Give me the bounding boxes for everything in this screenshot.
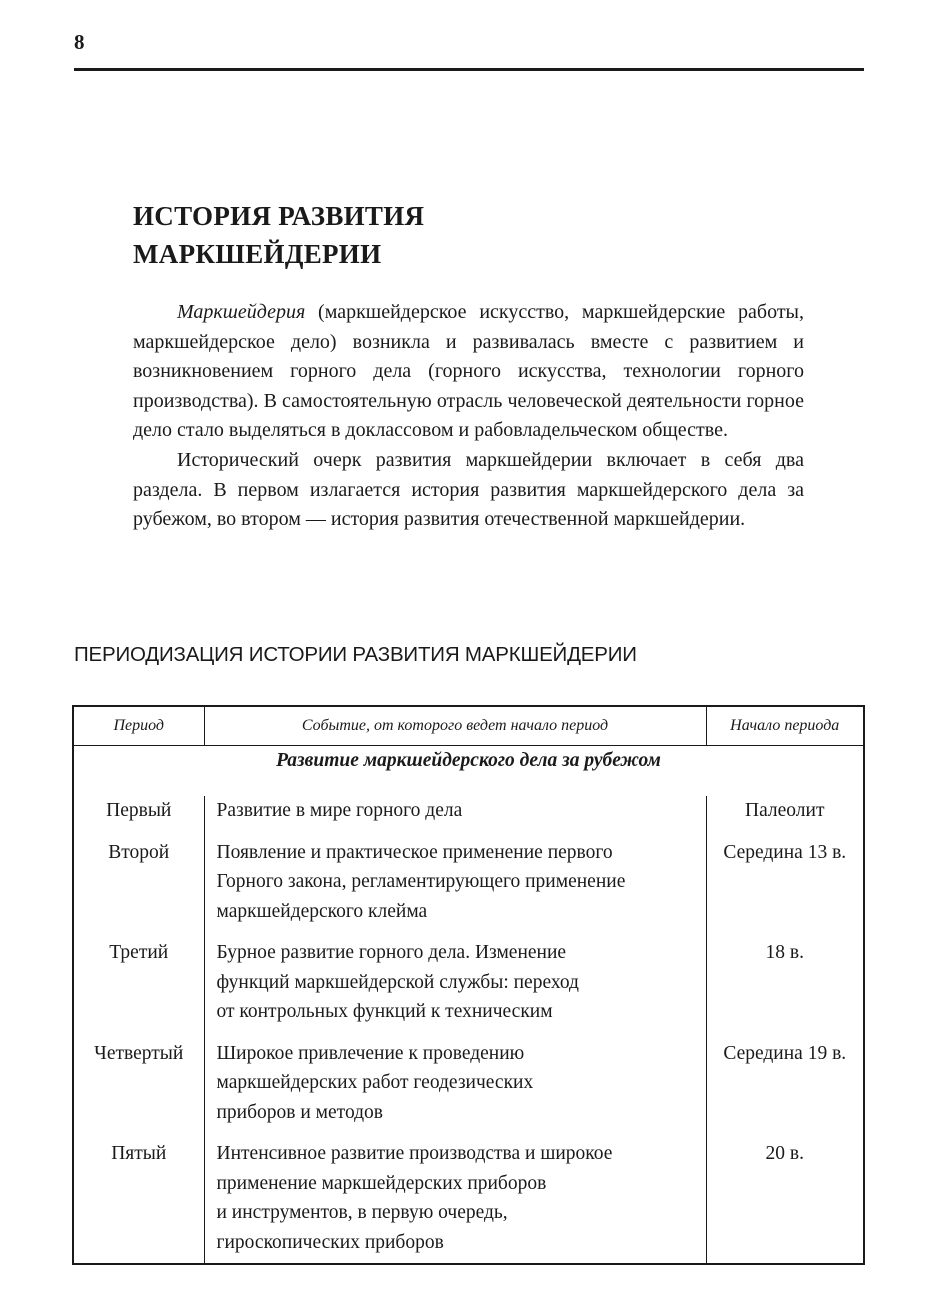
event-cell [204, 938, 706, 1039]
chapter-title-line-1: ИСТОРИЯ РАЗВИТИЯ [133, 201, 425, 231]
event-line: Горного закона, регламентирующего применение [216, 871, 626, 892]
paragraph-outline: Исторический очерк развития маркшейдерии включает в себя два раздела. В первом излагается история развития маркшейдерского дела за рубежом, во втором — история развития отечественной маркшейдерии. [133, 448, 804, 531]
start-cell: Середина 19 в. [723, 1042, 847, 1064]
table-header-row [73, 706, 864, 746]
paragraph-definition-text: (маркшейдерское искусство, маркшейдерские работы, маркшейдерское дело) возникла и развивалась вместе с развитием и возникновением горного дела (горного искусства, технологии горного производства). В самостоятельную отрасль человеческой деятельности горное дело стало выделяться в доклассовом и рабовладельческом обществе. [133, 301, 804, 442]
table-heading: ПЕРИОДИЗАЦИЯ ИСТОРИИ РАЗВИТИЯ МАРКШЕЙДЕРИИ [74, 643, 637, 666]
event-line: функций маркшейдерской службы: переход [216, 971, 579, 993]
start-cell: 18 в. [765, 942, 804, 963]
header-rule [74, 68, 864, 71]
chapter-title-line-2: МАРКШЕЙДЕРИИ [133, 239, 382, 269]
event-line: от контрольных функций к техническим [216, 1001, 553, 1022]
event-line: маркшейдерского клейма [216, 900, 428, 922]
event-line: Интенсивное развитие производства и широкое [216, 1143, 613, 1164]
period-cell: Второй [73, 838, 204, 939]
start-cell: Середина 13 в. [723, 841, 847, 863]
event-line: Широкое привлечение к проведению [216, 1042, 525, 1064]
table-row [73, 796, 864, 838]
event-line: маркшейдерских работ геодезических [216, 1072, 534, 1093]
table-row [73, 1139, 864, 1264]
period-cell: Четвертый [73, 1039, 204, 1140]
table-body [73, 746, 864, 1265]
event-line: Бурное развитие горного дела. Изменение [216, 942, 567, 963]
body-text [133, 298, 804, 535]
event-line: Развитие в мире горного дела [216, 800, 463, 821]
event-line: приборов и методов [216, 1101, 384, 1123]
section-row [73, 746, 864, 797]
start-cell: Палеолит [745, 800, 825, 821]
table-row [73, 838, 864, 939]
period-cell: Третий [73, 938, 204, 1039]
event-cell [204, 1139, 706, 1264]
table-row [73, 938, 864, 1039]
column-header-start: Начало периода [706, 706, 864, 746]
column-header-event: Событие, от которого ведет начало период [204, 706, 706, 746]
page-number: 8 [74, 30, 85, 54]
periodization-table [72, 705, 865, 1265]
event-line: гироскопических приборов [216, 1231, 444, 1253]
event-cell [204, 796, 706, 838]
event-line: применение маркшейдерских приборов [216, 1172, 547, 1194]
table-row [73, 1039, 864, 1140]
column-header-period: Период [73, 706, 204, 746]
chapter-title [133, 197, 424, 273]
paragraph-definition [133, 298, 804, 446]
event-line: Появление и практическое применение первого [216, 841, 613, 863]
term-marksheideria: Маркшейдерия [177, 301, 306, 323]
start-cell: 20 в. [765, 1143, 804, 1164]
event-cell [204, 1039, 706, 1140]
section-label: Развитие маркшейдерского дела за рубежом [276, 750, 661, 771]
period-cell: Первый [73, 796, 204, 838]
event-cell [204, 838, 706, 939]
event-line: и инструментов, в первую очередь, [216, 1202, 508, 1223]
period-cell: Пятый [73, 1139, 204, 1264]
